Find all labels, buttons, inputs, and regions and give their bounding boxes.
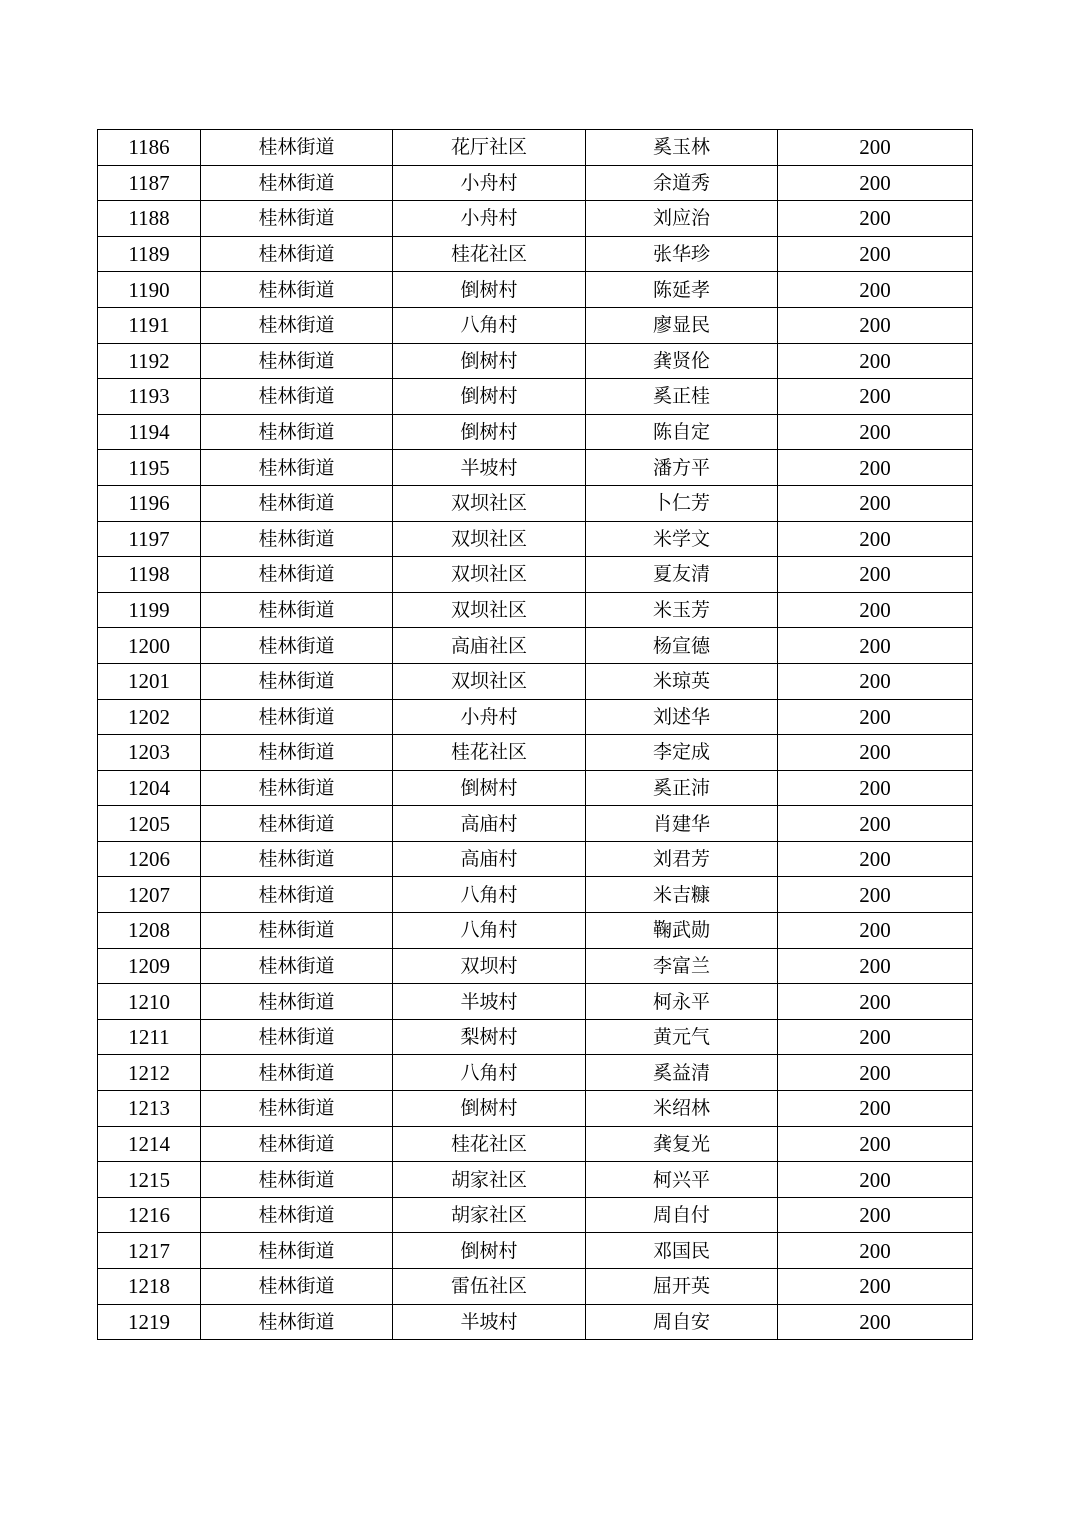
street-cell: 桂林街道 [201,1304,393,1340]
street-cell: 桂林街道 [201,663,393,699]
table-row [98,1126,973,1162]
table-row [98,628,973,664]
table-row [98,592,973,628]
amount-cell: 200 [778,521,973,557]
amount-cell: 200 [778,948,973,984]
table-row [98,735,973,771]
street-cell: 桂林街道 [201,307,393,343]
table-row [98,201,973,237]
community-cell: 倒树村 [393,272,586,308]
street-cell: 桂林街道 [201,414,393,450]
name-cell: 鞠武勋 [586,913,778,949]
street-cell: 桂林街道 [201,343,393,379]
name-cell: 杨宣德 [586,628,778,664]
row-number-cell: 1196 [98,485,201,521]
name-cell: 奚益清 [586,1055,778,1091]
community-cell: 半坡村 [393,450,586,486]
amount-cell: 200 [778,1162,973,1198]
community-cell: 双坝社区 [393,592,586,628]
community-cell: 胡家社区 [393,1197,586,1233]
name-cell: 刘君芳 [586,841,778,877]
table-row [98,521,973,557]
table-row [98,1091,973,1127]
street-cell: 桂林街道 [201,521,393,557]
community-cell: 倒树村 [393,1091,586,1127]
street-cell: 桂林街道 [201,1126,393,1162]
name-cell: 米绍林 [586,1091,778,1127]
row-number-cell: 1197 [98,521,201,557]
row-number-cell: 1212 [98,1055,201,1091]
name-cell: 陈延孝 [586,272,778,308]
community-cell: 桂花社区 [393,1126,586,1162]
amount-cell: 200 [778,450,973,486]
community-cell: 双坝社区 [393,557,586,593]
table-row [98,1197,973,1233]
street-cell: 桂林街道 [201,1162,393,1198]
row-number-cell: 1210 [98,984,201,1020]
name-cell: 柯永平 [586,984,778,1020]
community-cell: 双坝社区 [393,485,586,521]
street-cell: 桂林街道 [201,379,393,415]
street-cell: 桂林街道 [201,770,393,806]
row-number-cell: 1207 [98,877,201,913]
table-row [98,841,973,877]
street-cell: 桂林街道 [201,913,393,949]
street-cell: 桂林街道 [201,735,393,771]
street-cell: 桂林街道 [201,806,393,842]
street-cell: 桂林街道 [201,984,393,1020]
row-number-cell: 1216 [98,1197,201,1233]
table-row [98,770,973,806]
amount-cell: 200 [778,236,973,272]
street-cell: 桂林街道 [201,877,393,913]
street-cell: 桂林街道 [201,1019,393,1055]
row-number-cell: 1209 [98,948,201,984]
community-cell: 桂花社区 [393,735,586,771]
community-cell: 八角村 [393,1055,586,1091]
name-cell: 李定成 [586,735,778,771]
street-cell: 桂林街道 [201,841,393,877]
name-cell: 刘述华 [586,699,778,735]
table-row [98,913,973,949]
table-row [98,1304,973,1340]
amount-cell: 200 [778,1091,973,1127]
street-cell: 桂林街道 [201,1269,393,1305]
row-number-cell: 1206 [98,841,201,877]
amount-cell: 200 [778,735,973,771]
name-cell: 屈开英 [586,1269,778,1305]
amount-cell: 200 [778,1269,973,1305]
table-row [98,699,973,735]
table-row [98,485,973,521]
amount-cell: 200 [778,628,973,664]
table-row [98,1055,973,1091]
name-cell: 余道秀 [586,165,778,201]
table-row [98,1233,973,1269]
street-cell: 桂林街道 [201,165,393,201]
amount-cell: 200 [778,1233,973,1269]
amount-cell: 200 [778,343,973,379]
row-number-cell: 1189 [98,236,201,272]
amount-cell: 200 [778,770,973,806]
name-cell: 卜仁芳 [586,485,778,521]
row-number-cell: 1190 [98,272,201,308]
community-cell: 倒树村 [393,343,586,379]
subsidy-list-table [97,129,973,1340]
amount-cell: 200 [778,1304,973,1340]
row-number-cell: 1191 [98,307,201,343]
amount-cell: 200 [778,663,973,699]
street-cell: 桂林街道 [201,272,393,308]
name-cell: 奚正沛 [586,770,778,806]
amount-cell: 200 [778,485,973,521]
amount-cell: 200 [778,984,973,1020]
name-cell: 龚贤伦 [586,343,778,379]
community-cell: 倒树村 [393,770,586,806]
amount-cell: 200 [778,913,973,949]
community-cell: 倒树村 [393,1233,586,1269]
table-row [98,1019,973,1055]
row-number-cell: 1205 [98,806,201,842]
amount-cell: 200 [778,699,973,735]
amount-cell: 200 [778,841,973,877]
community-cell: 高庙社区 [393,628,586,664]
street-cell: 桂林街道 [201,628,393,664]
name-cell: 米玉芳 [586,592,778,628]
row-number-cell: 1186 [98,130,201,166]
row-number-cell: 1204 [98,770,201,806]
row-number-cell: 1217 [98,1233,201,1269]
name-cell: 潘方平 [586,450,778,486]
name-cell: 邓国民 [586,1233,778,1269]
name-cell: 肖建华 [586,806,778,842]
table-row [98,948,973,984]
street-cell: 桂林街道 [201,130,393,166]
name-cell: 周自付 [586,1197,778,1233]
name-cell: 陈自定 [586,414,778,450]
community-cell: 高庙村 [393,841,586,877]
community-cell: 双坝社区 [393,663,586,699]
table-row [98,806,973,842]
amount-cell: 200 [778,1126,973,1162]
community-cell: 半坡村 [393,1304,586,1340]
row-number-cell: 1215 [98,1162,201,1198]
table-row [98,1269,973,1305]
name-cell: 米吉糠 [586,877,778,913]
row-number-cell: 1194 [98,414,201,450]
street-cell: 桂林街道 [201,1197,393,1233]
amount-cell: 200 [778,1019,973,1055]
table-row [98,272,973,308]
row-number-cell: 1218 [98,1269,201,1305]
amount-cell: 200 [778,877,973,913]
community-cell: 胡家社区 [393,1162,586,1198]
street-cell: 桂林街道 [201,557,393,593]
table-row [98,343,973,379]
row-number-cell: 1200 [98,628,201,664]
amount-cell: 200 [778,557,973,593]
row-number-cell: 1201 [98,663,201,699]
street-cell: 桂林街道 [201,1091,393,1127]
street-cell: 桂林街道 [201,201,393,237]
street-cell: 桂林街道 [201,699,393,735]
name-cell: 奚正桂 [586,379,778,415]
row-number-cell: 1208 [98,913,201,949]
table-row [98,877,973,913]
community-cell: 双坝社区 [393,521,586,557]
row-number-cell: 1199 [98,592,201,628]
row-number-cell: 1203 [98,735,201,771]
name-cell: 米学文 [586,521,778,557]
amount-cell: 200 [778,130,973,166]
table-row [98,130,973,166]
amount-cell: 200 [778,272,973,308]
community-cell: 八角村 [393,877,586,913]
name-cell: 刘应治 [586,201,778,237]
table-row [98,663,973,699]
street-cell: 桂林街道 [201,450,393,486]
row-number-cell: 1187 [98,165,201,201]
community-cell: 倒树村 [393,379,586,415]
table-row [98,307,973,343]
amount-cell: 200 [778,1055,973,1091]
amount-cell: 200 [778,806,973,842]
row-number-cell: 1211 [98,1019,201,1055]
community-cell: 桂花社区 [393,236,586,272]
name-cell: 米琼英 [586,663,778,699]
row-number-cell: 1202 [98,699,201,735]
community-cell: 花厅社区 [393,130,586,166]
name-cell: 黄元气 [586,1019,778,1055]
table-row [98,450,973,486]
amount-cell: 200 [778,201,973,237]
community-cell: 八角村 [393,913,586,949]
amount-cell: 200 [778,414,973,450]
community-cell: 梨树村 [393,1019,586,1055]
community-cell: 八角村 [393,307,586,343]
table-body [98,130,973,1340]
street-cell: 桂林街道 [201,1233,393,1269]
row-number-cell: 1193 [98,379,201,415]
street-cell: 桂林街道 [201,236,393,272]
name-cell: 廖显民 [586,307,778,343]
table-row [98,557,973,593]
street-cell: 桂林街道 [201,948,393,984]
table-row [98,165,973,201]
name-cell: 张华珍 [586,236,778,272]
name-cell: 李富兰 [586,948,778,984]
street-cell: 桂林街道 [201,1055,393,1091]
name-cell: 龚复光 [586,1126,778,1162]
community-cell: 小舟村 [393,165,586,201]
amount-cell: 200 [778,165,973,201]
name-cell: 柯兴平 [586,1162,778,1198]
row-number-cell: 1188 [98,201,201,237]
table-row [98,1162,973,1198]
row-number-cell: 1192 [98,343,201,379]
community-cell: 倒树村 [393,414,586,450]
amount-cell: 200 [778,379,973,415]
name-cell: 奚玉林 [586,130,778,166]
row-number-cell: 1214 [98,1126,201,1162]
community-cell: 小舟村 [393,201,586,237]
community-cell: 小舟村 [393,699,586,735]
row-number-cell: 1198 [98,557,201,593]
amount-cell: 200 [778,307,973,343]
amount-cell: 200 [778,592,973,628]
table-row [98,379,973,415]
table-row [98,236,973,272]
row-number-cell: 1219 [98,1304,201,1340]
street-cell: 桂林街道 [201,592,393,628]
table-row [98,414,973,450]
amount-cell: 200 [778,1197,973,1233]
community-cell: 半坡村 [393,984,586,1020]
community-cell: 高庙村 [393,806,586,842]
row-number-cell: 1213 [98,1091,201,1127]
table-row [98,984,973,1020]
street-cell: 桂林街道 [201,485,393,521]
community-cell: 雷伍社区 [393,1269,586,1305]
row-number-cell: 1195 [98,450,201,486]
name-cell: 周自安 [586,1304,778,1340]
community-cell: 双坝村 [393,948,586,984]
name-cell: 夏友清 [586,557,778,593]
